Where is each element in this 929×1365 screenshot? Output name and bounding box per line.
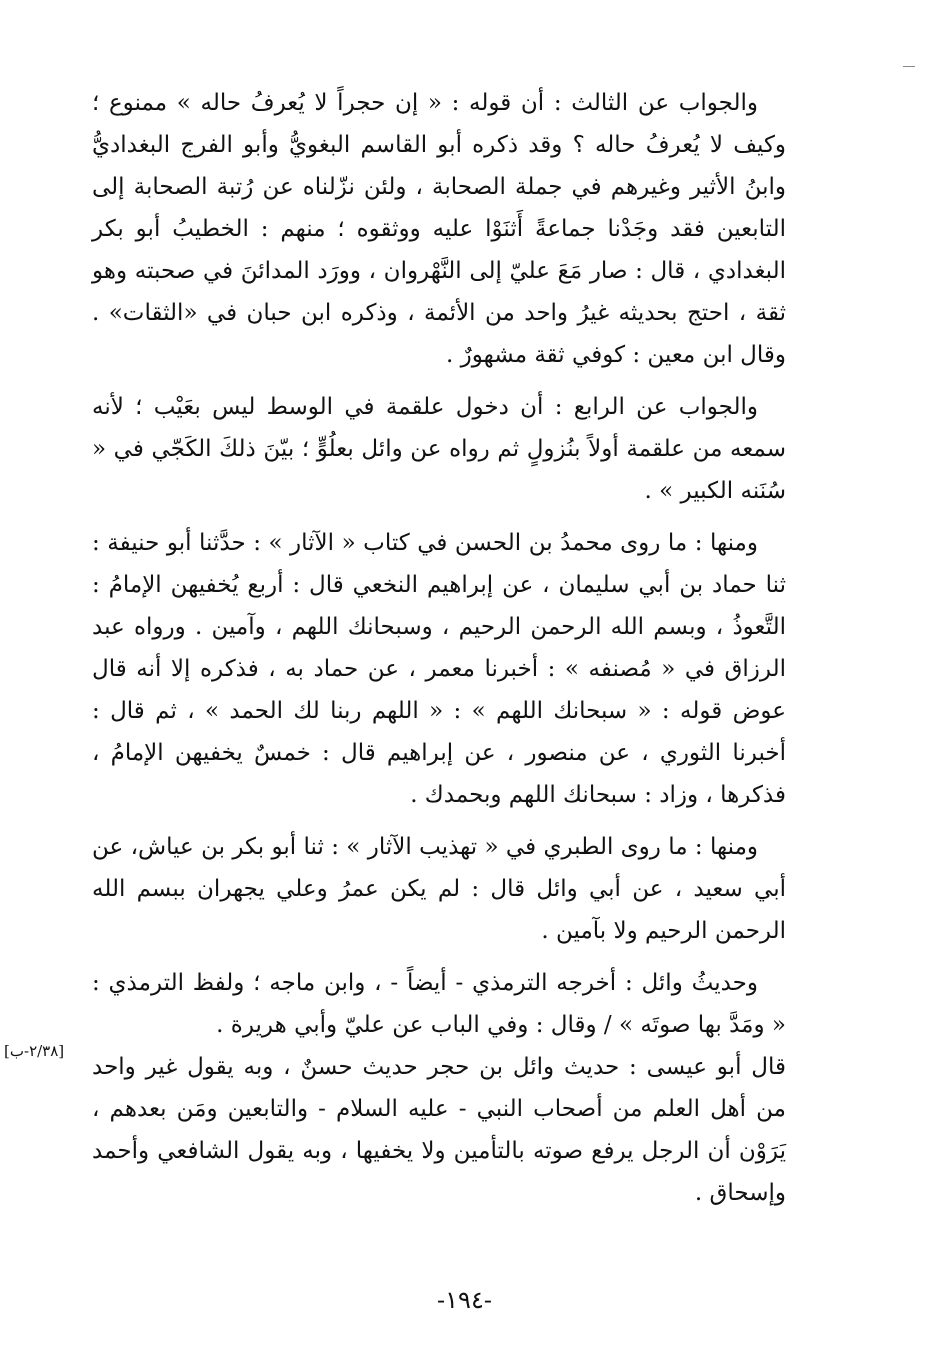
paragraph-third-answer [92, 82, 786, 376]
paragraph-fourth-answer [92, 386, 786, 512]
paragraph-tabari [92, 826, 786, 952]
paragraph-text: ومنها : ما روى الطبري في « تهذيب الآثار » : ثنا أبو بكر بن عياش، عن أبي سعيد ، عن أبي وائل قال : لم يكن عمرُ وعلي يجهران ببسم الله الرحمن الرحيم ولا بآمين . [92, 834, 786, 944]
manuscript-folio-reference: [٢/٣٨-ب] [4, 1042, 65, 1060]
paragraph-text: وحديثُ وائل : أخرجه الترمذي - أيضاً - ، وابن ماجه ؛ ولفظ الترمذي : « ومَدَّ بها صوتَه » / وقال : وفي الباب عن عليّ وأبي هريرة . [92, 970, 786, 1038]
paragraph-abu-isa [92, 1046, 786, 1214]
main-text [92, 82, 786, 1224]
page-edge-mark [903, 66, 915, 67]
paragraph-muhammad-ibn-al-hasan [92, 522, 786, 816]
page-number: -١٩٤- [437, 1286, 492, 1314]
paragraph-text: والجواب عن الثالث : أن قوله : « إن حجراً لا يُعرفُ حاله » ممنوع ؛ وكيف لا يُعرفُ حاله ؟ وقد ذكره أبو القاسم البغويُّ وأبو الفرج البغداديُّ وابنُ الأثير وغيرهم في جملة الصحابة ، ولئن نزّلناه عن رُتبة الصحابة إلى التابعين فقد وجَدْنا جماعةً أَثنَوْا عليه ووثقوه ؛ منهم : الخطيبُ أبو بكر البغدادي ، قال : صار مَعَ عليّ إلى النَّهْروان ، وورَد المدائنَ في صحبته وهو ثقة ، احتج بحديثه غيرُ واحد من الأئمة ، وذكره ابن حبان في «الثقات» . وقال ابن معين : كوفي ثقة مشهورٌ . [92, 90, 786, 368]
paragraph-text: والجواب عن الرابع : أن دخول علقمة في الوسط ليس بعَيْب ؛ لأنه سمعه من علقمة أولاً بنُزولٍ ثم رواه عن وائل بعلُوٍّ ؛ بيّنَ ذلكَ الكَجّي في « سُنَنه الكبير » . [92, 394, 786, 504]
paragraph-wail-hadith [92, 962, 786, 1046]
paragraph-text: ومنها : ما روى محمدُ بن الحسن في كتاب « الآثار » : حدَّثنا أبو حنيفة : ثنا حماد بن أبي سليمان ، عن إبراهيم النخعي قال : أربع يُخفيهن الإمامُ : التَّعوذُ ، وبسم الله الرحمن الرحيم ، وسبحانك اللهم ، وآمين . ورواه عبد الرزاق في « مُصنفه » : أخبرنا معمر ، عن حماد به ، فذكره إلا أنه قال عوض قوله : « سبحانك اللهم » : « اللهم ربنا لك الحمد » ، ثم قال : أخبرنا الثوري ، عن منصور ، عن إبراهيم قال : خمسٌ يخفيهن الإمامُ ، فذكرها ، وزاد : سبحانك اللهم وبحمدك . [92, 530, 786, 808]
paragraph-text: قال أبو عيسى : حديث وائل بن حجر حديث حسنٌ ، وبه يقول غير واحد من أهل العلم من أصحاب النبي - عليه السلام - والتابعين ومَن بعدهم ، يَرَوْن أن الرجل يرفع صوته بالتأمين ولا يخفيها ، وبه يقول الشافعي وأحمد وإسحاق . [92, 1054, 786, 1206]
